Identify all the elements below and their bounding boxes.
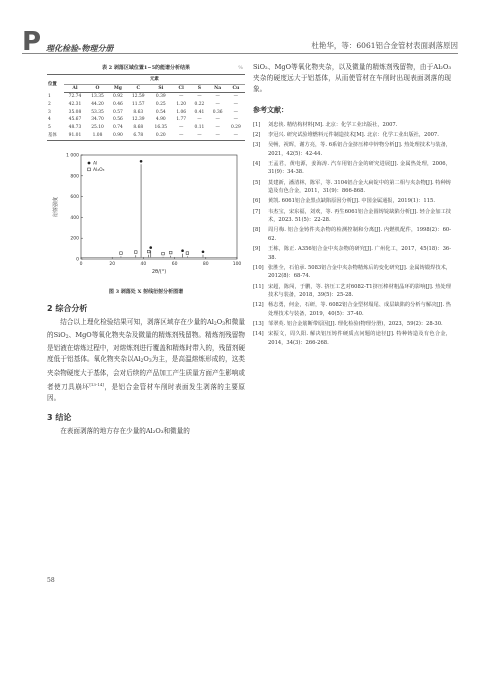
legend-al-marker [88, 161, 91, 164]
table-cell: — [190, 131, 208, 140]
table-cell: 1.06 [176, 109, 187, 115]
reference-text: 杨志勇，何金，石研，等. 6082铝合金型材塌尾、成层缺陷的分析与解决[J]. 热处理技术与装备，2019，40(5)：37-40. [268, 302, 451, 318]
al-peak-marker [181, 249, 184, 252]
table-cell: 0.90 [109, 131, 127, 140]
table-row [47, 124, 245, 132]
table-cell: 0.29 [230, 124, 241, 130]
table-cell: 1.77 [176, 117, 187, 123]
table-cell-position: 2 [48, 102, 51, 108]
table-row [47, 116, 245, 124]
page-number: 58 [47, 577, 55, 584]
al-peak-marker [149, 246, 152, 249]
reference-item [253, 160, 451, 177]
table-cell: 8.68 [133, 124, 144, 130]
table-col-header: S [190, 84, 208, 93]
journal-brand: 理化检验-物理分册 [46, 44, 114, 53]
table-cell: 34.70 [91, 117, 104, 123]
reference-text: 韦杰宝，宋东福，刘欢，等. 再生6061铝合金圆铸锭缺陷分析[J]. 轻合金加工技术，2023. 51(5)：22-28. [268, 208, 451, 224]
table-cell: — [233, 109, 239, 115]
table-2 [47, 64, 245, 141]
reference-text: 张胜全，石伯承. 5083铝合金中夹杂物精炼后的变化研究[J]. 金属铸锻焊技术，2012(8)：68-74. [268, 264, 451, 280]
al2o3-peak-marker [169, 251, 172, 254]
reference-item [253, 301, 451, 318]
table-col-header: Si [150, 84, 173, 93]
table-cell: 1.08 [86, 131, 109, 140]
table-cell: 44.20 [91, 102, 104, 108]
table-cell: — [172, 131, 190, 140]
y-tick-label: 200 [70, 236, 79, 242]
table-cell-position: 基体 [47, 131, 64, 140]
references-title: 参考文献： [253, 105, 288, 114]
table-cell: — [197, 94, 202, 100]
table-col-header: Na [209, 84, 227, 93]
table-col-header: Cl [172, 84, 190, 93]
reference-number: [10] [253, 264, 264, 271]
reference-text: 王孟君，黄电源，姜海涛. 汽车用铝合金的研究进展[J]. 金属热处理，2006，31(9)：34-38. [268, 160, 451, 176]
reference-item [253, 226, 451, 243]
al-peak-marker [140, 160, 143, 163]
y-tick-label: 1 000 [66, 153, 79, 159]
reference-number: [8] [253, 227, 261, 234]
reference-number: [14] [253, 331, 264, 338]
reference-number: [3] [253, 141, 261, 148]
y-tick-label: 0 [76, 257, 79, 263]
reference-item [253, 121, 451, 130]
table-cell: — [233, 117, 239, 123]
table-col-header: Mg [109, 84, 127, 93]
reference-list [253, 121, 451, 348]
table-cell: — [179, 124, 184, 130]
table-cell: — [179, 94, 184, 100]
reference-text: 邹翠英. 铝合金筋断带原因[J]. 理化检验(物理分册)，2023，59(2)：28-30. [268, 321, 443, 328]
reference-item [253, 208, 451, 225]
reference-text: 宋超，陈闯，于鹏，等. 挤压工艺对6082-T1挤压棒材粗晶环的影响[J]. 热处理技术与装备，2018，39(5)：25-28. [268, 283, 451, 299]
table-cell: 0.74 [113, 124, 123, 130]
reference-number: [4] [253, 160, 261, 167]
journal-logo [22, 27, 142, 57]
y-tick-label: 800 [70, 174, 79, 180]
x-tick-label: 0 [79, 261, 83, 267]
table-cell: 0.39 [155, 94, 166, 100]
table-cell: — [233, 102, 239, 108]
table-row [47, 101, 245, 109]
table-row [47, 108, 245, 116]
table-header-element: 元素 [64, 75, 245, 85]
table-cell: 8.63 [133, 109, 144, 115]
table-cell: 42.31 [68, 102, 82, 108]
reference-number: [9] [253, 246, 261, 253]
table-cell: 0.25 [155, 102, 166, 108]
reference-item [253, 141, 451, 158]
reference-item [253, 283, 451, 300]
section-3-paragraph: 在表面剥落的地方存在少量的Al₂O₃和微量的 [60, 427, 190, 436]
x-tick-label: 60 [171, 261, 178, 267]
table-cell: 0.11 [194, 124, 205, 130]
table-row [47, 93, 245, 101]
table-cell: 72.74 [68, 94, 82, 100]
reference-text: 吴畅，祝晖，谢方亮，等. 6系铝合金挤压棒中锌物分析[J]. 热处理技术与装备，2021，42(5)：42-44. [268, 141, 451, 157]
left-column [47, 62, 245, 437]
reference-text: 周月梅. 铝合金铸件夹杂物的检测控制和分离[J]. 内燃机配件，1998(2)：60-62. [268, 227, 451, 242]
x-tick-label: 80 [202, 261, 209, 267]
y-tick-label: 400 [70, 215, 79, 221]
reference-item [253, 179, 451, 196]
reference-number: [11] [253, 283, 264, 290]
reference-text: 刘忠侠. 精结构材料[M]. 北京：化学工业出版社，2007. [268, 121, 398, 128]
table-caption: 表 2 剥落区域位置1~5的能谱分析结果 [101, 65, 191, 71]
section-2-title: 2 综合分析 [47, 303, 88, 313]
al2o3-peak-marker [186, 252, 189, 255]
reference-item [253, 264, 451, 281]
legend-al-label: Al [93, 161, 98, 167]
reference-item [253, 197, 451, 206]
xrd-chart-svg [47, 147, 245, 287]
table-cell: 6.78 [127, 131, 150, 140]
table-cell: — [197, 117, 202, 123]
table-col-header: O [86, 84, 109, 93]
journal-logo-letter: P [22, 27, 42, 57]
table-cell: — [215, 124, 220, 130]
table-cell: 0.57 [113, 109, 123, 115]
reference-item [253, 131, 451, 140]
table-cell: 11.57 [131, 102, 145, 108]
header-rule [22, 53, 458, 54]
table-cell-position: 1 [48, 94, 51, 100]
x-tick-label: 100 [232, 261, 242, 267]
table-cell: 0.92 [113, 94, 123, 100]
table-cell: — [227, 131, 245, 140]
table-cell-position: 3 [48, 109, 51, 115]
section-2-paragraph: 结合以上理化检验结果可知，剥落区域存在少量的$Al_2O_3$和微量的SiO$_2$、MgO等氧化物夹杂及微量的精炼剂残留物。精炼剂残留物是铝液在熔炼过程中，对熔炼剂进行覆盖和精炼时带入的，残留剂硬度低于铝基体。氧化物夹杂以$Al_2O_3$为主，是高温熔炼形成的，这类夹杂物硬度大于基体，会对后续的产品加工产生质量方面产生影响或者使刀具崩坏[13-14]，是铝合金管材车削时表面发生剥落的主要原因。 [47, 317, 246, 402]
y-axis-label: 衍射强度 [53, 196, 59, 217]
table-cell: — [215, 94, 220, 100]
table-cell: 53.35 [91, 109, 104, 115]
reference-text: 李冠兴. 研究试验堆燃料元件制造技术[M]. 北京：化学工业出版社，2007. [268, 131, 439, 138]
section-3-title: 3 结论 [47, 413, 72, 423]
table-cell: 0.36 [212, 109, 223, 115]
conclusion-continued: SiO₂、MgO等氧化物夹杂，以及微量的精炼剂残留物，由于Al₂O₃夹杂的硬度远大于铝基体，从而使管材在车削时出现表面剥落的现象。 [253, 63, 451, 94]
reference-item [253, 330, 451, 347]
table-cell: 0.54 [155, 109, 166, 115]
table-cell: — [215, 102, 220, 108]
table-cell: 12.59 [131, 94, 145, 100]
table-cell: 0.20 [150, 131, 173, 140]
table-cell-position: 4 [48, 117, 51, 123]
table-cell: — [215, 117, 220, 123]
legend-al2o3-label: Al₂O₃ [93, 167, 105, 173]
table-cell: 12.39 [131, 117, 145, 123]
composition-table [47, 74, 245, 141]
x-axis-label: 2θ/(°) [151, 268, 167, 275]
table-cell: 48.73 [68, 124, 82, 130]
table-col-header: Cu [227, 84, 245, 93]
reference-number: [1] [253, 121, 261, 128]
table-header-position: 位置 [47, 75, 64, 93]
table-cell-position: 5 [48, 124, 51, 130]
table-cell: 13.35 [91, 94, 104, 100]
reference-number: [5] [253, 179, 261, 186]
al2o3-peak-marker [120, 252, 123, 255]
table-cell: 0.41 [194, 109, 205, 115]
right-column [253, 62, 451, 349]
reference-item [253, 245, 451, 262]
table-cell: 16.35 [154, 124, 168, 130]
figure-caption: 图 3 剥落处 X 射线衍射分析图谱 [108, 288, 184, 295]
x-tick-label: 20 [109, 261, 116, 267]
reference-number: [2] [253, 131, 261, 138]
legend-al2o3-marker [88, 168, 91, 171]
table-cell: 0.22 [194, 102, 205, 108]
reference-number: [7] [253, 208, 261, 215]
al2o3-peak-marker [134, 251, 137, 254]
reference-text: 莫建新，潘清林，陈军，等. 3104铝合金大扁锭中的第二相与夹杂物[J]. 特种铸造及有色合金，2011，31(9)：866-868. [268, 179, 451, 195]
table-cell: 91.01 [64, 131, 87, 140]
table-unit: % [238, 65, 243, 71]
table-cell: — [233, 94, 239, 100]
al-peak-marker [202, 250, 205, 253]
table-col-header: Al [64, 84, 87, 93]
table-row [47, 131, 245, 140]
table-cell: — [209, 131, 227, 140]
reference-text: 王栋，陈正. A356铝合金中夹杂物的研究[J]. 广州化工，2017，45(18)：36-38. [268, 246, 451, 261]
table-cell: 4.90 [155, 117, 166, 123]
al2o3-peak-marker [162, 252, 165, 255]
table-col-header: C [127, 84, 150, 93]
table-cell: 45.67 [68, 117, 82, 123]
table-cell: 0.56 [113, 117, 123, 123]
table-cell: 0.46 [113, 102, 123, 108]
reference-number: [6] [253, 198, 261, 205]
reference-number: [12] [253, 302, 264, 309]
table-cell: 35.08 [68, 109, 82, 115]
running-title: 杜艳华，等：6061铝合金管材表面剥落原因 [311, 41, 458, 50]
reference-text: 宋振文，周久阳. 解决铝压铸件硬质点问题的途径[J]. 特种铸造及有色合金，2014，34(3)：266-268. [268, 331, 451, 346]
xrd-chart [47, 147, 245, 287]
reference-number: [13] [253, 321, 264, 328]
al2o3-peak-marker [147, 250, 150, 253]
table-cell: 1.20 [176, 102, 187, 108]
x-tick-label: 40 [140, 261, 147, 267]
reference-item [253, 320, 451, 329]
table-cell: 25.10 [91, 124, 104, 130]
reference-text: 黄凯. 6061铝合金黑点缺陷原因分析[J]. 中国金属通报，2019(1)：115. [268, 198, 435, 205]
y-tick-label: 600 [70, 194, 79, 200]
